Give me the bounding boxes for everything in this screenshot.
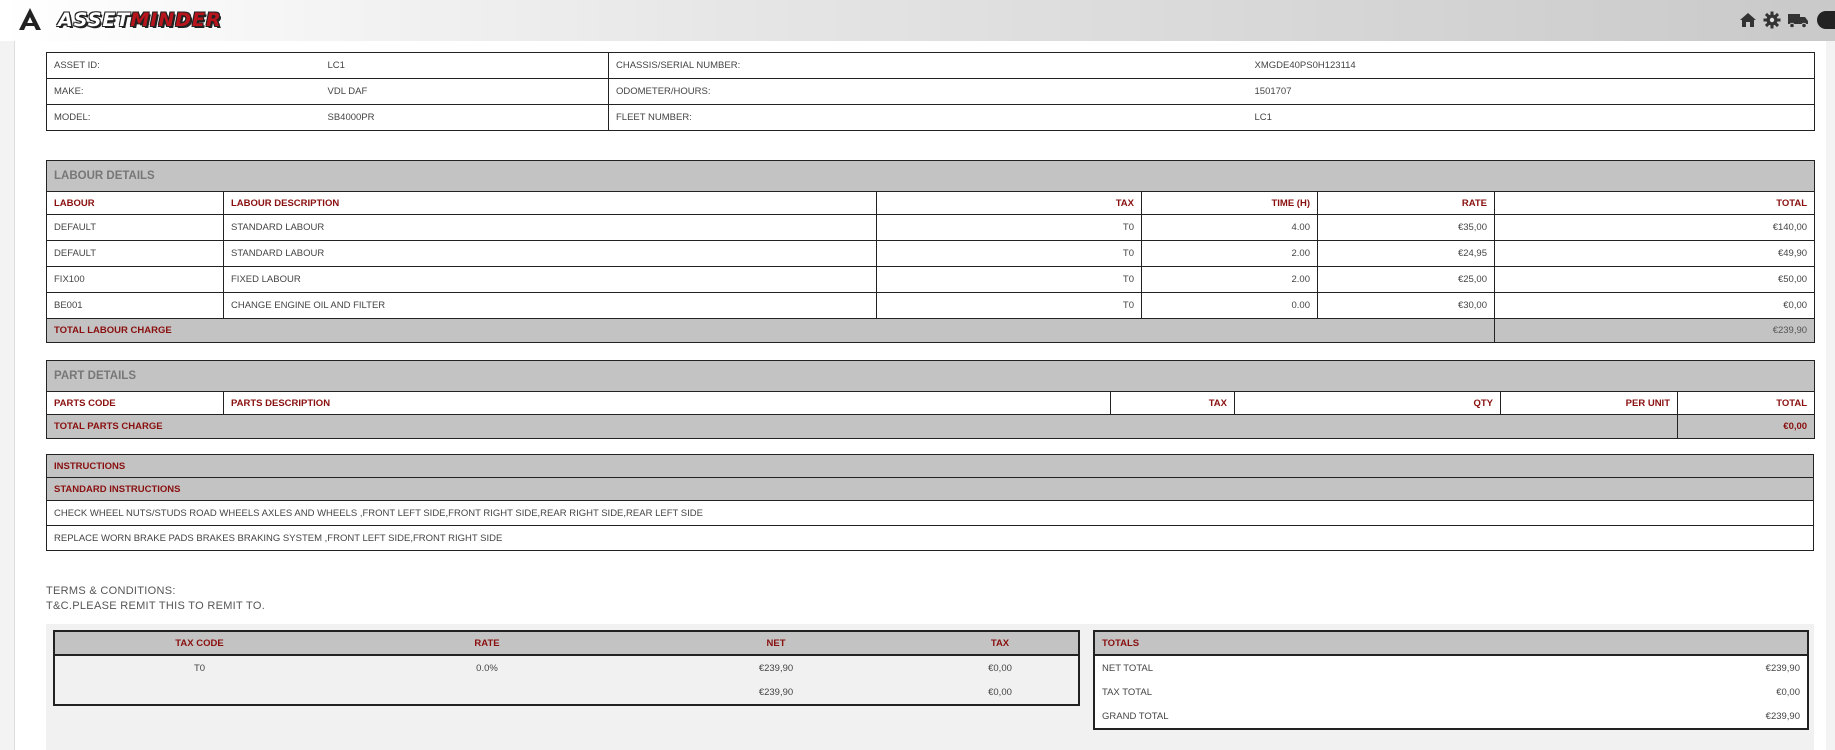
tax-amount: €0,00 [988,662,1012,674]
tax-total-label: TAX TOTAL [1094,680,1451,704]
odometer-value: 1501707 [1248,79,1815,105]
truck-icon[interactable] [1787,11,1809,29]
net-total-value: €239,90 [1451,655,1808,680]
chassis-label: CHASSIS/SERIAL NUMBER: [616,60,741,71]
terms-and-conditions [46,584,265,614]
fleet-value: LC1 [1248,105,1815,131]
table-row [54,655,1079,680]
gear-icon[interactable] [1763,11,1781,29]
totals-title: TOTALS [1094,631,1808,655]
labour-details-table [46,160,1815,343]
parts-section-title: PART DETAILS [47,361,1815,392]
standard-instructions-title: STANDARD INSTRUCTIONS [47,478,1814,501]
table-row [47,293,1815,319]
part-details-table [46,360,1815,439]
instruction-item: CHECK WHEEL NUTS/STUDS ROAD WHEELS AXLES AND WHEELS ,FRONT LEFT SIDE,FRONT RIGHT SIDE,REAR RIGHT SIDE,REAR LEFT SIDE [47,501,1814,526]
table-row [47,267,1815,293]
make-value: VDL DAF [321,79,609,105]
labour-section-title: LABOUR DETAILS [47,161,1815,192]
instructions-table [46,454,1814,551]
instructions-title: INSTRUCTIONS [47,455,1814,478]
parts-total-col-header: TOTAL [1678,392,1815,415]
total-labour-label: TOTAL LABOUR CHARGE [47,319,1495,343]
home-icon[interactable] [1739,11,1757,29]
labour-total: €49,90 [1495,241,1815,267]
asset-info-table [46,52,1815,131]
labour-time-col-header: TIME (H) [1142,192,1318,215]
labour-total: €0,00 [1495,293,1815,319]
labour-description: FIXED LABOUR [224,267,877,293]
model-label: MODEL: [47,105,321,131]
model-value: SB4000PR [321,105,609,131]
tax-rate [344,680,630,705]
parts-tax-col-header: TAX [1111,392,1235,415]
labour-rate: €25,00 [1318,267,1495,293]
tax-net-col-header: NET [630,631,922,655]
tax-net: €239,90 [758,686,794,698]
app-logo[interactable]: ASSETMINDER [58,9,222,31]
labour-tax: T0 [877,293,1142,319]
labour-rate: €24,95 [1318,241,1495,267]
parts-qty-col-header: QTY [1235,392,1501,415]
total-parts-value: €0,00 [1678,415,1815,439]
tax-tax-col-header: TAX [922,631,1079,655]
labour-col-header: LABOUR [47,192,224,215]
labour-description: STANDARD LABOUR [224,215,877,241]
chassis-value: XMGDE40PS0H123114 [1254,60,1356,71]
user-icon[interactable] [1817,11,1835,29]
labour-code: BE001 [47,293,224,319]
parts-per-unit-col-header: PER UNIT [1501,392,1678,415]
tax-amount: €0,00 [988,686,1012,698]
labour-tax: T0 [877,215,1142,241]
totals-table [1093,630,1809,730]
labour-tax-col-header: TAX [877,192,1142,215]
asset-id-label: ASSET ID: [54,60,100,71]
labour-description: STANDARD LABOUR [224,241,877,267]
labour-description: CHANGE ENGINE OIL AND FILTER [224,293,877,319]
labour-code: DEFAULT [47,215,224,241]
labour-time: 2.00 [1142,267,1318,293]
tax-code-col-header: TAX CODE [54,631,344,655]
odometer-label: ODOMETER/HOURS: [609,79,1248,105]
grand-total-label: GRAND TOTAL [1094,704,1451,729]
labour-code: DEFAULT [47,241,224,267]
make-label: MAKE: [47,79,321,105]
labour-code: FIX100 [47,267,224,293]
table-row [47,215,1815,241]
top-bar [0,0,1835,41]
total-parts-label: TOTAL PARTS CHARGE [47,415,1678,439]
table-row [47,241,1815,267]
labour-total: €50,00 [1495,267,1815,293]
labour-tax: T0 [877,267,1142,293]
labour-desc-col-header: LABOUR DESCRIPTION [224,192,877,215]
table-row [54,680,1079,705]
logo-mark-icon [17,6,43,32]
labour-total-col-header: TOTAL [1495,192,1815,215]
labour-time: 4.00 [1142,215,1318,241]
tax-rate: 0.0% [476,662,498,674]
tax-net: €239,90 [758,662,794,674]
labour-tax: T0 [877,241,1142,267]
instruction-item: REPLACE WORN BRAKE PADS BRAKES BRAKING SYSTEM ,FRONT LEFT SIDE,FRONT RIGHT SIDE [47,526,1814,551]
fleet-label: FLEET NUMBER: [609,105,1248,131]
terms-text: T&C.PLEASE REMIT THIS TO REMIT TO. [46,600,266,612]
total-labour-value: €239,90 [1495,319,1815,343]
net-total-label: NET TOTAL [1094,655,1451,680]
parts-code-col-header: PARTS CODE [47,392,224,415]
asset-id-value: LC1 [321,53,609,79]
grand-total-value: €239,90 [1451,704,1808,729]
tax-total-value: €0,00 [1451,680,1808,704]
labour-rate: €35,00 [1318,215,1495,241]
tax-summary-table [53,630,1080,706]
summary-area [46,624,1814,750]
terms-label: TERMS & CONDITIONS: [46,585,176,597]
tax-rate-col-header: RATE [344,631,630,655]
labour-time: 0.00 [1142,293,1318,319]
job-sheet-page [14,41,1826,750]
parts-desc-col-header: PARTS DESCRIPTION [224,392,1111,415]
labour-total: €140,00 [1495,215,1815,241]
tax-code [54,680,344,705]
labour-rate-col-header: RATE [1318,192,1495,215]
labour-rate: €30,00 [1318,293,1495,319]
tax-code: T0 [193,662,206,674]
labour-time: 2.00 [1142,241,1318,267]
